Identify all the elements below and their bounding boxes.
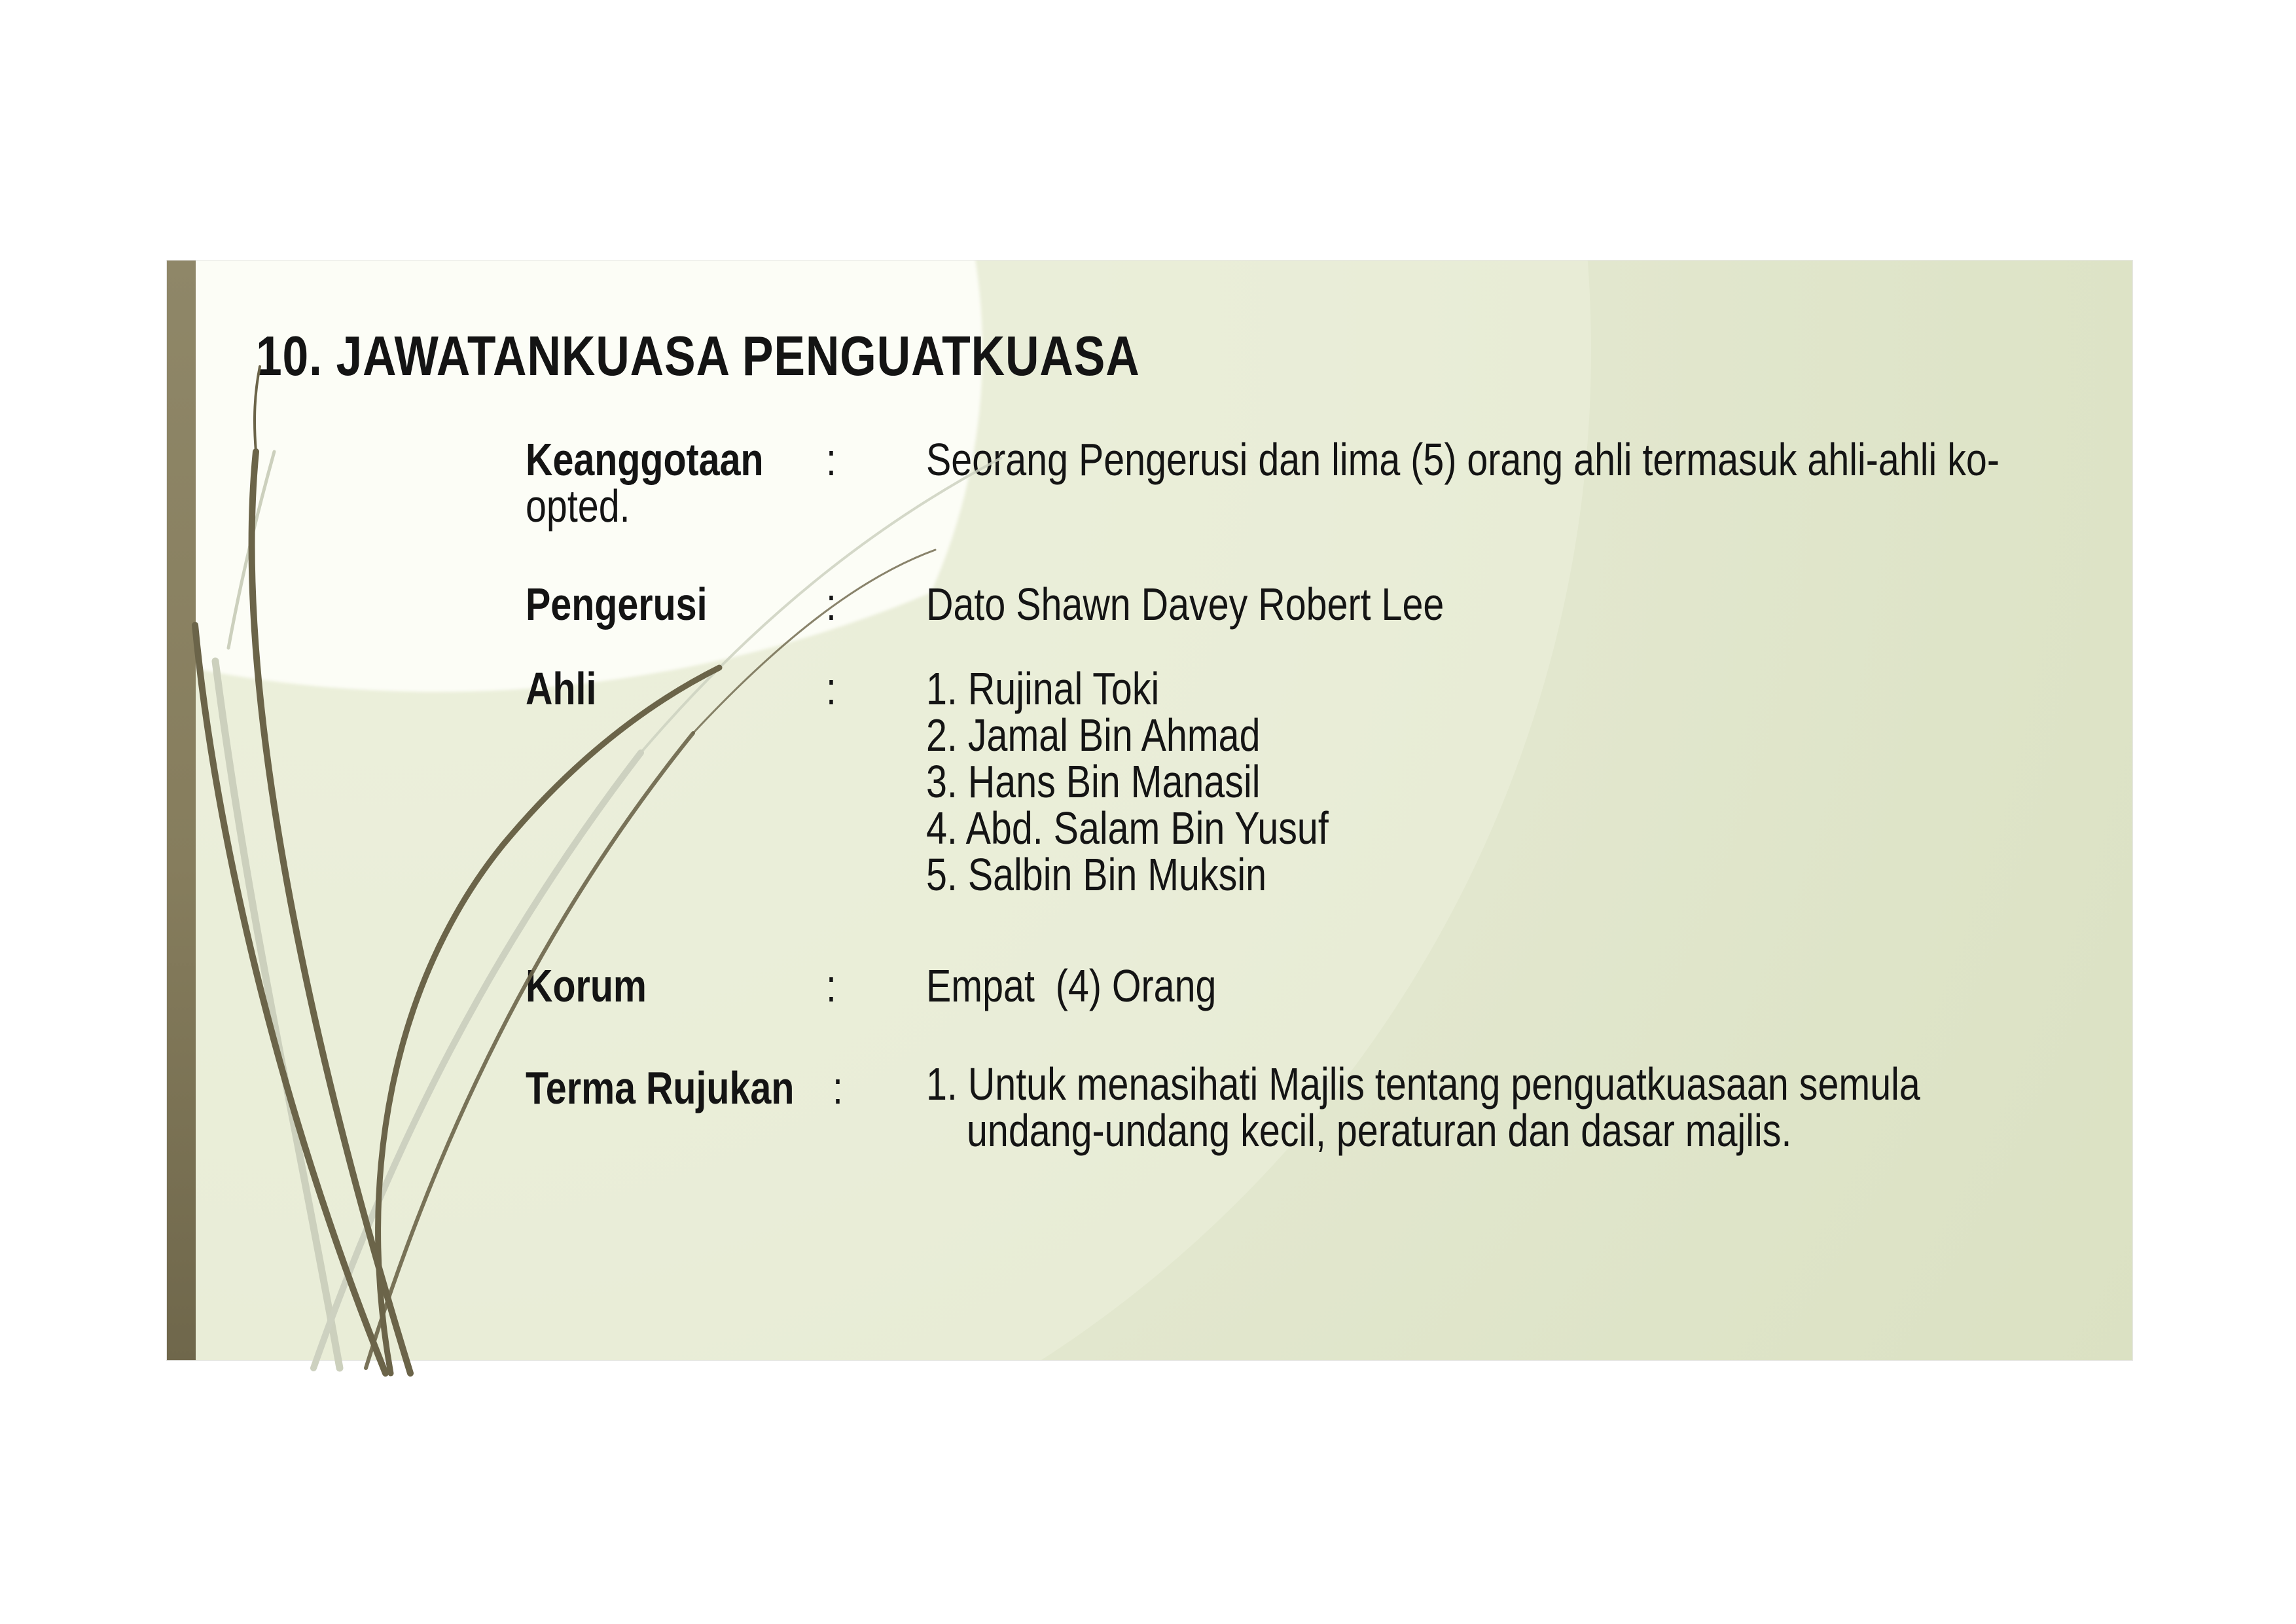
row-colon: :	[833, 1062, 843, 1113]
row-colon: :	[826, 434, 836, 485]
row-label-pengerusi: Pengerusi	[526, 579, 708, 630]
left-accent-bar	[167, 261, 196, 1360]
row-value-pengerusi: Dato Shawn Davey Robert Lee	[926, 579, 1444, 630]
row-colon: :	[826, 663, 836, 714]
row-label-ahli: Ahli	[526, 663, 597, 714]
row-value-terma-line2: undang-undang kecil, peraturan dan dasar majlis.	[967, 1105, 1792, 1156]
row-label-korum: Korum	[526, 960, 647, 1011]
row-value-keanggotaan-line1: Seorang Pengerusi dan lima (5) orang ahli termasuk ahli-ahli ko-	[926, 434, 2000, 485]
slide-canvas	[167, 261, 2132, 1360]
row-label-keanggotaan: Keanggotaan	[526, 434, 764, 485]
row-value-keanggotaan-line2: opted.	[526, 480, 630, 532]
page-title: 10. JAWATANKUASA PENGUATKUASA	[256, 325, 1140, 388]
row-value-ahli-item1: 1. Rujinal Toki	[926, 663, 1160, 714]
row-value-ahli-item4: 4. Abd. Salam Bin Yusuf	[926, 803, 1329, 854]
row-value-korum: Empat (4) Orang	[926, 960, 1217, 1011]
row-colon: :	[826, 960, 836, 1011]
row-colon: :	[826, 579, 836, 630]
row-value-ahli-item3: 3. Hans Bin Manasil	[926, 756, 1261, 807]
row-value-ahli-item5: 5. Salbin Bin Muksin	[926, 849, 1267, 900]
row-value-terma-line1: 1. Untuk menasihati Majlis tentang penguatkuasaan semula	[926, 1058, 1920, 1110]
row-label-terma-rujukan: Terma Rujukan	[526, 1062, 795, 1113]
row-value-ahli-item2: 2. Jamal Bin Ahmad	[926, 710, 1261, 761]
